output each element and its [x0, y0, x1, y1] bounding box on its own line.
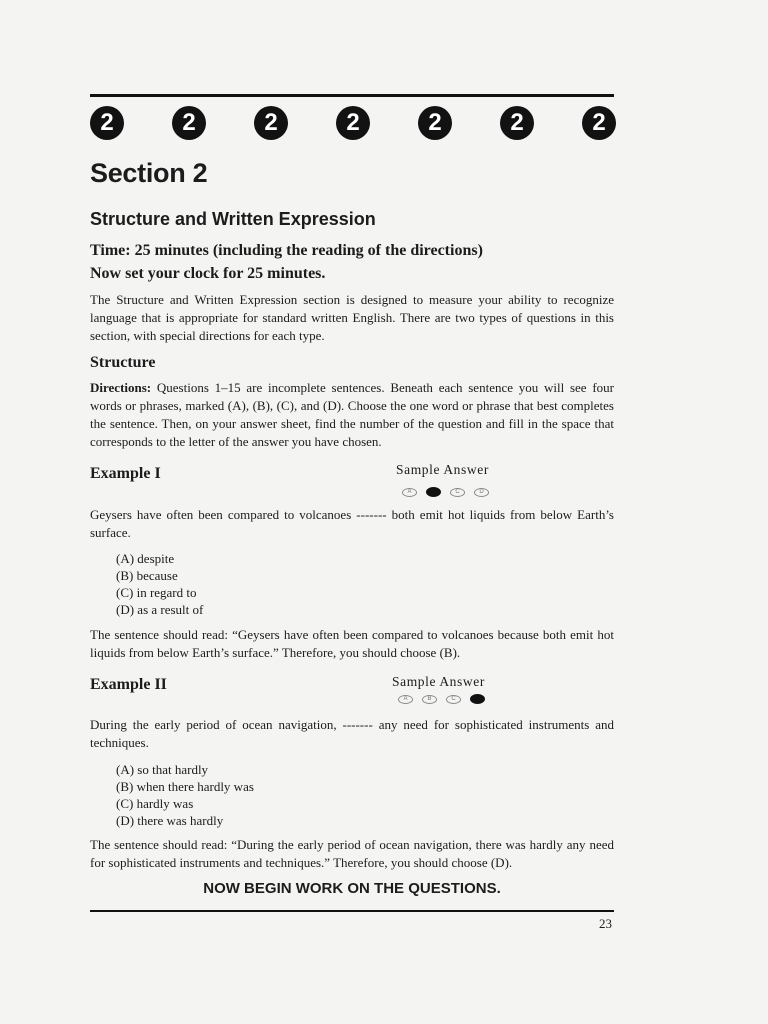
option-d: (D) there was hardly [116, 813, 224, 828]
section-badges [90, 106, 616, 140]
directions-text: Questions 1–15 are incomplete sentences. Beneath each sentence you will see four words or phrases, marked (A), (B), (C), and (D). Choose the one word or phrase that best completes the sentence. Then, on your answer sheet, find the number of the question and fill in the space that corresponds to the letter of the answer you have chosen. [90, 380, 614, 449]
option-b: (B) when there hardly was [116, 779, 254, 794]
example-2-heading: Example II [90, 676, 167, 693]
example-2-sample-label: Sample Answer [392, 674, 485, 689]
subsection-title: Structure and Written Expression [90, 209, 376, 229]
example-2-explanation: The sentence should read: “During the early period of ocean navigation, there was hardly any need for sophisticated instruments and techniques.” Therefore, you should choose (D). [90, 837, 614, 870]
section-number-badge: 2 [90, 106, 124, 140]
option-c: (C) hardly was [116, 796, 194, 811]
intro-paragraph: The Structure and Written Expression section is designed to measure your ability to recognize language that is appropriate for standard written English. There are two types of questions in this section, with special directions for each type. [90, 292, 614, 343]
answer-bubble-b-filled [426, 487, 441, 497]
section-number-badge: 2 [500, 106, 534, 140]
section-number-badge: 2 [254, 106, 288, 140]
clock-line: Now set your clock for 25 minutes. [90, 265, 326, 282]
begin-instruction: NOW BEGIN WORK ON THE QUESTIONS. [203, 880, 501, 897]
example-2-options [116, 761, 254, 829]
directions-paragraph [90, 379, 614, 451]
page-number: 23 [599, 916, 612, 931]
answer-bubble-a: A [398, 695, 413, 704]
option-a: (A) so that hardly [116, 762, 209, 777]
time-line: Time: 25 minutes (including the reading of the directions) [90, 242, 483, 259]
answer-bubble-a: A [402, 488, 417, 497]
example-1-explanation: The sentence should read: “Geysers have often been compared to volcanoes because both emit hot liquids from below Earth’s surface.” Therefore, you should choose (B). [90, 627, 614, 660]
option-c: (C) in regard to [116, 585, 197, 600]
top-rule [90, 94, 614, 97]
example-2-answer-bubbles [398, 694, 485, 704]
answer-bubble-d: D [474, 488, 489, 497]
example-1-question: Geysers have often been compared to volcanoes ------- both emit hot liquids from below Earth’s surface. [90, 507, 614, 540]
section-title: Section 2 [90, 158, 208, 188]
example-1-heading: Example I [90, 465, 161, 482]
option-d: (D) as a result of [116, 602, 204, 617]
answer-bubble-b: B [422, 695, 437, 704]
section-number-badge: 2 [418, 106, 452, 140]
example-2-question: During the early period of ocean navigation, ------- any need for sophisticated instruments and techniques. [90, 717, 614, 750]
structure-heading: Structure [90, 354, 156, 371]
section-number-badge: 2 [336, 106, 370, 140]
bottom-rule [90, 910, 614, 912]
answer-bubble-c: C [446, 695, 461, 704]
example-1-sample-label: Sample Answer [396, 462, 489, 477]
section-number-badge: 2 [172, 106, 206, 140]
section-number-badge: 2 [582, 106, 616, 140]
option-b: (B) because [116, 568, 178, 583]
answer-bubble-d-filled [470, 694, 485, 704]
example-1-options [116, 550, 203, 618]
answer-bubble-c: C [450, 488, 465, 497]
directions-label: Directions: [90, 380, 152, 395]
example-1-answer-bubbles [402, 487, 489, 497]
option-a: (A) despite [116, 551, 175, 566]
